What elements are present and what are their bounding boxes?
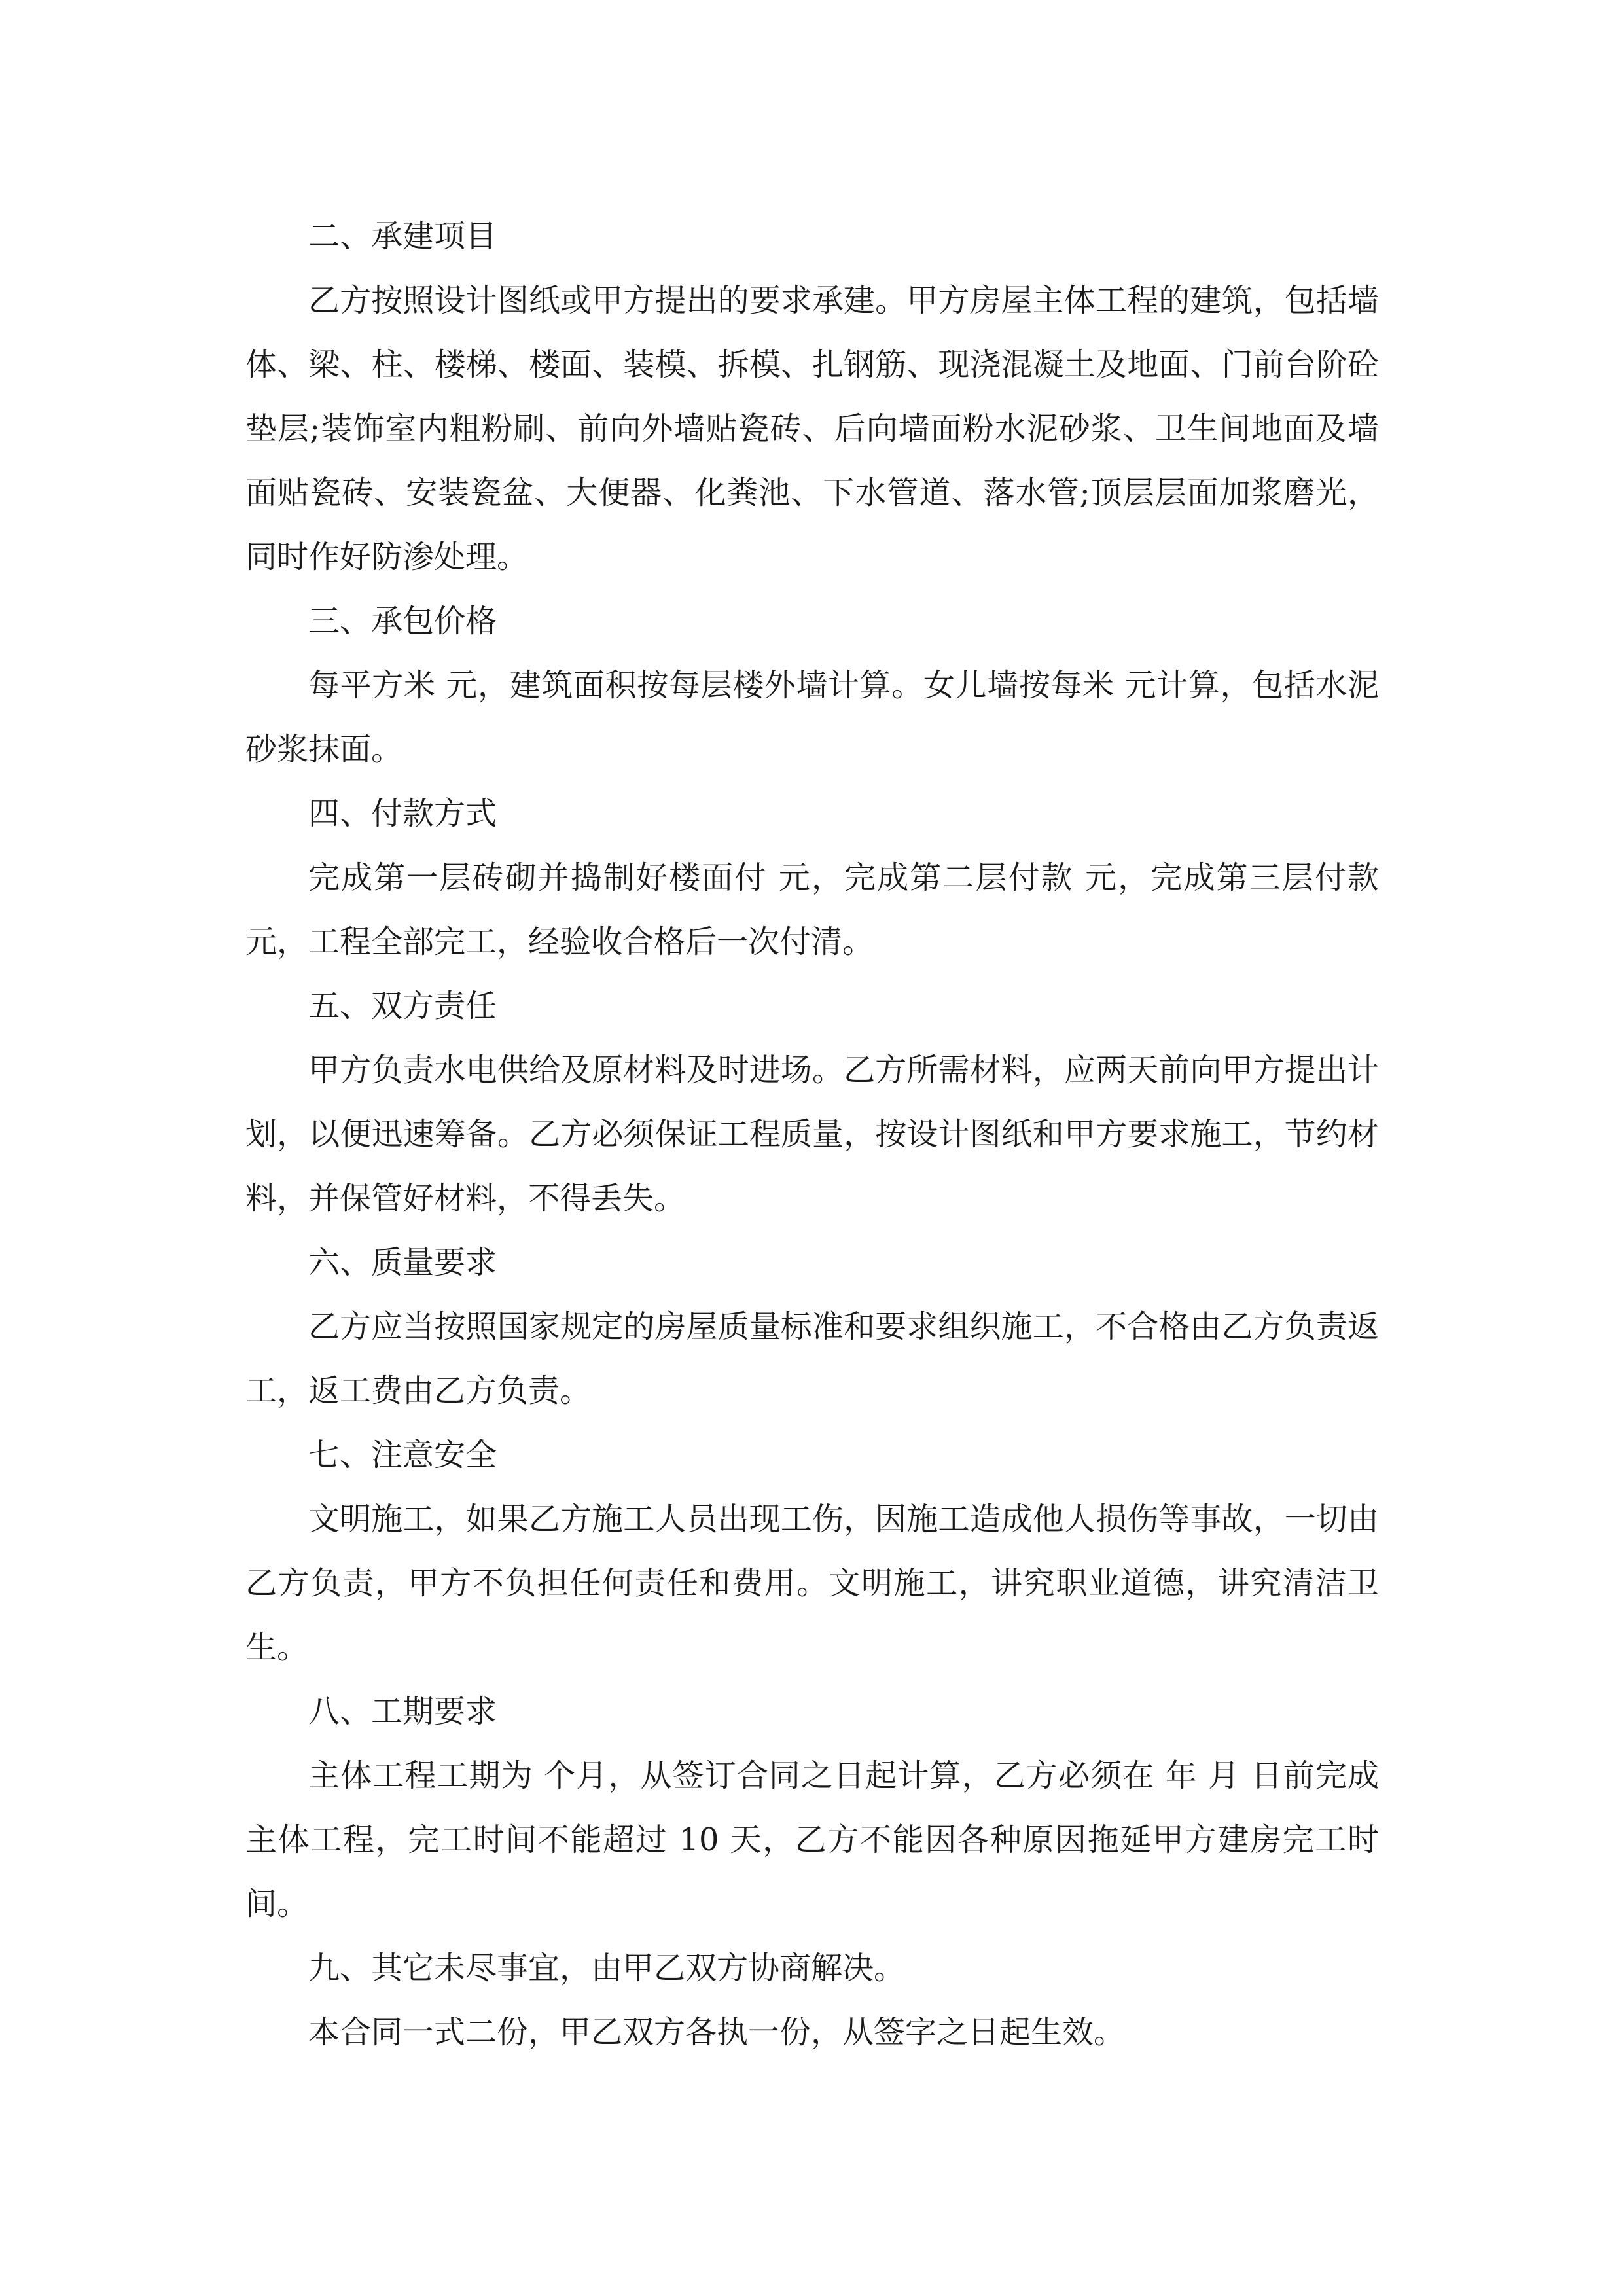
section-heading-payment-method: 四、付款方式 (308, 795, 497, 832)
paragraph-responsibilities: 甲方负责水电供给及原材料及时进场。乙方所需材料，应两天前向甲方提出计划，以便迅速筹备。乙方必须保证工程质量，按设计图纸和甲方要求施工，节约材料，并保管好材料，不得丢失。 (245, 1052, 1379, 1217)
paragraph-contract-price: 每平方米 元，建筑面积按每层楼外墙计算。女儿墙按每米 元计算，包括水泥砂浆抹面。 (245, 667, 1379, 768)
paragraph-quality: 乙方应当按照国家规定的房屋质量标准和要求组织施工，不合格由乙方负责返工，返工费由乙方负责。 (245, 1308, 1379, 1409)
document-body (245, 204, 1379, 2064)
paragraph-payment-method: 完成第一层砖砌并捣制好楼面付 元，完成第二层付款 元，完成第三层付款 元，工程全部完工，经验收合格后一次付清。 (245, 859, 1379, 960)
paragraph-contract-copies: 本合同一式二份，甲乙双方各执一份，从签字之日起生效。 (308, 2014, 1126, 2051)
section-heading-construction-items: 二、承建项目 (308, 218, 497, 255)
paragraph-other-matters: 九、其它未尽事宜，由甲乙双方协商解决。 (308, 1950, 906, 1986)
section-heading-schedule: 八、工期要求 (308, 1693, 497, 1730)
paragraph-safety: 文明施工，如果乙方施工人员出现工伤，因施工造成他人损伤等事故，一切由乙方负责，甲方不负担任何责任和费用。文明施工，讲究职业道德，讲究清洁卫生。 (245, 1501, 1379, 1666)
section-heading-quality: 六、质量要求 (308, 1244, 497, 1281)
paragraph-schedule: 主体工程工期为 个月，从签订合同之日起计算，乙方必须在 年 月 日前完成主体工程，完工时间不能超过 10 天，乙方不能因各种原因拖延甲方建房完工时间。 (245, 1757, 1379, 1922)
section-heading-responsibilities: 五、双方责任 (308, 988, 497, 1024)
section-heading-safety: 七、注意安全 (308, 1437, 497, 1473)
paragraph-construction-items: 乙方按照设计图纸或甲方提出的要求承建。甲方房屋主体工程的建筑，包括墙体、梁、柱、楼梯、楼面、装模、拆模、扎钢筋、现浇混凝土及地面、门前台阶砼垫层;装饰室内粗粉刷、前向外墙贴瓷砖、后向墙面粉水泥砂浆、卫生间地面及墙面贴瓷砖、安装瓷盆、大便器、化粪池、下水管道、落水管;顶层层面加浆磨光，同时作好防渗处理。 (245, 282, 1379, 575)
section-heading-contract-price: 三、承包价格 (308, 603, 497, 639)
